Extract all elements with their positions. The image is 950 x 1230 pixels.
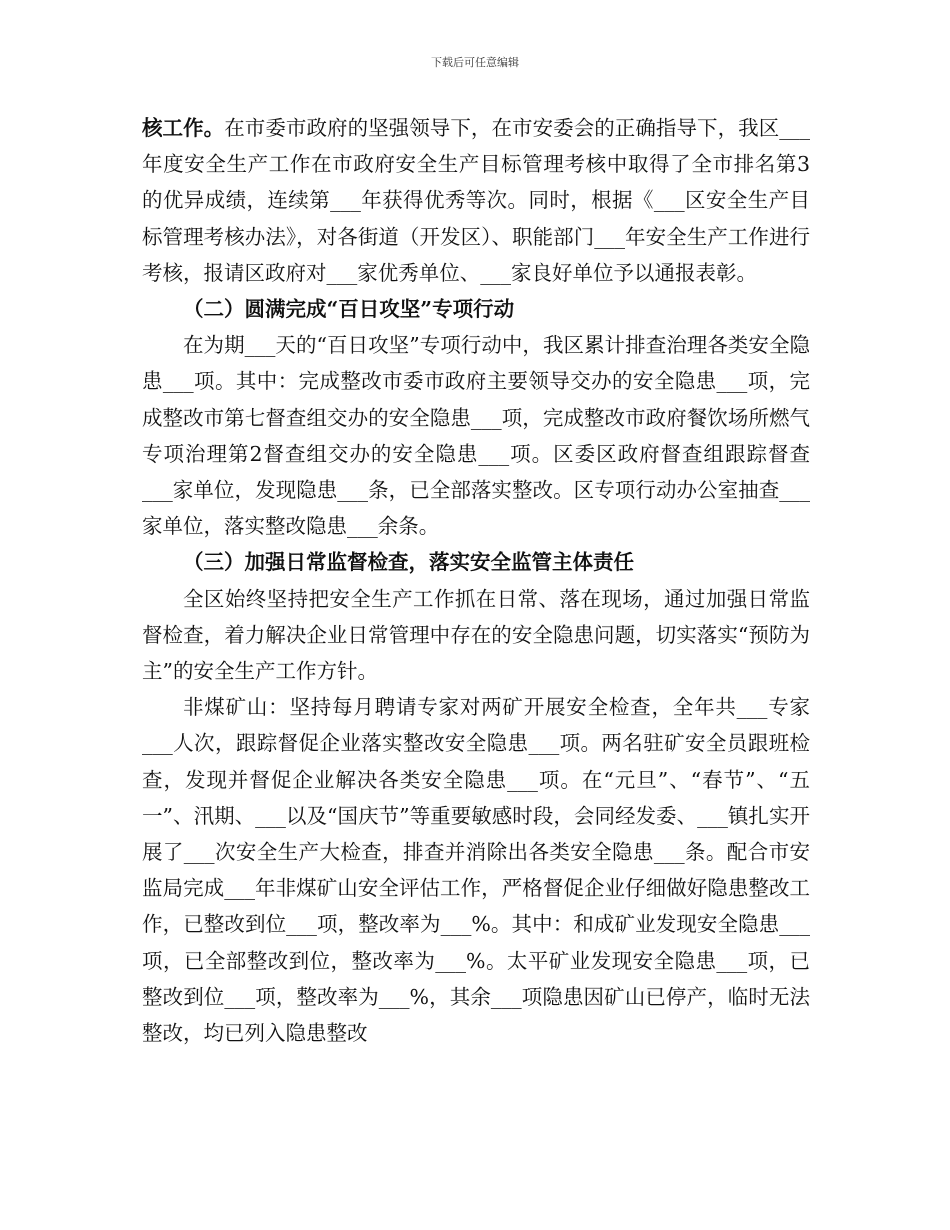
section-heading-3: （三）加强日常监督检查，落实安全监管主体责任: [183, 550, 634, 575]
paragraph-2: 在为期___天的“百日攻坚”专项行动中，我区累计排查治理各类安全隐患___项。其中：完成整改市委市政府主要领导交办的安全隐患___项，完成整改市第七督查组交办的安全隐患___项，完成整改市政府餐饮场所燃气专项治理第2督查组交办的安全隐患___项。区委区政府督查组跟踪督查___家单位，发现隐患___条，已全部落实整改。区专项行动办公室抽查___家单位，落实整改隐患___余条。: [142, 333, 810, 539]
paragraph-3: 全区始终坚持把安全生产工作抓在日常、落在现场，通过加强日常监督检查，着力解决企业日常管理中存在的安全隐患问题，切实落实“预防为主”的安全生产工作方针。: [142, 586, 810, 684]
section-heading-2: （二）圆满完成“百日攻坚”专项行动: [183, 297, 515, 322]
page-header: 下载后可任意编辑: [431, 56, 519, 69]
paragraph-1-lead: 核工作。: [142, 116, 225, 140]
paragraph-4: 非煤矿山：坚持每月聘请专家对两矿开展安全检查，全年共___专家___人次，跟踪督促企业落实整改安全隐患___项。两名驻矿安全员跟班检查，发现并督促企业解决各类安全隐患___项。在“元旦”、“春节”、“五一”、汛期、___以及“国庆节”等重要敏感时段，会同经发委、___镇扎实开展了___次安全生产大检查，排查并消除出各类安全隐患___条。配合市安监局完成___年非煤矿山安全评估工作，严格督促企业仔细做好隐患整改工作，已整改到位___项，整改率为___%。其中：和成矿业发现安全隐患___项，已全部整改到位，整改率为___%。太平矿业发现安全隐患___项，已整改到位___项，整改率为___%，其余___项隐患因矿山已停产，临时无法整改，均已列入隐患整改: [142, 695, 810, 1046]
paragraph-1: [142, 110, 810, 291]
document-body: [142, 110, 810, 1051]
paragraph-1-text: 在市委市政府的坚强领导下，在市安委会的正确指导下，我区___年度安全生产工作在市政府安全生产目标管理考核中取得了全市排名第3的优异成绩，连续第___年获得优秀等次。同时，根据《___区安全生产目标管理考核办法》，对各街道（开发区）、职能部门___年安全生产工作进行考核，报请区政府对___家优秀单位、___家良好单位予以通报表彰。: [142, 116, 811, 285]
